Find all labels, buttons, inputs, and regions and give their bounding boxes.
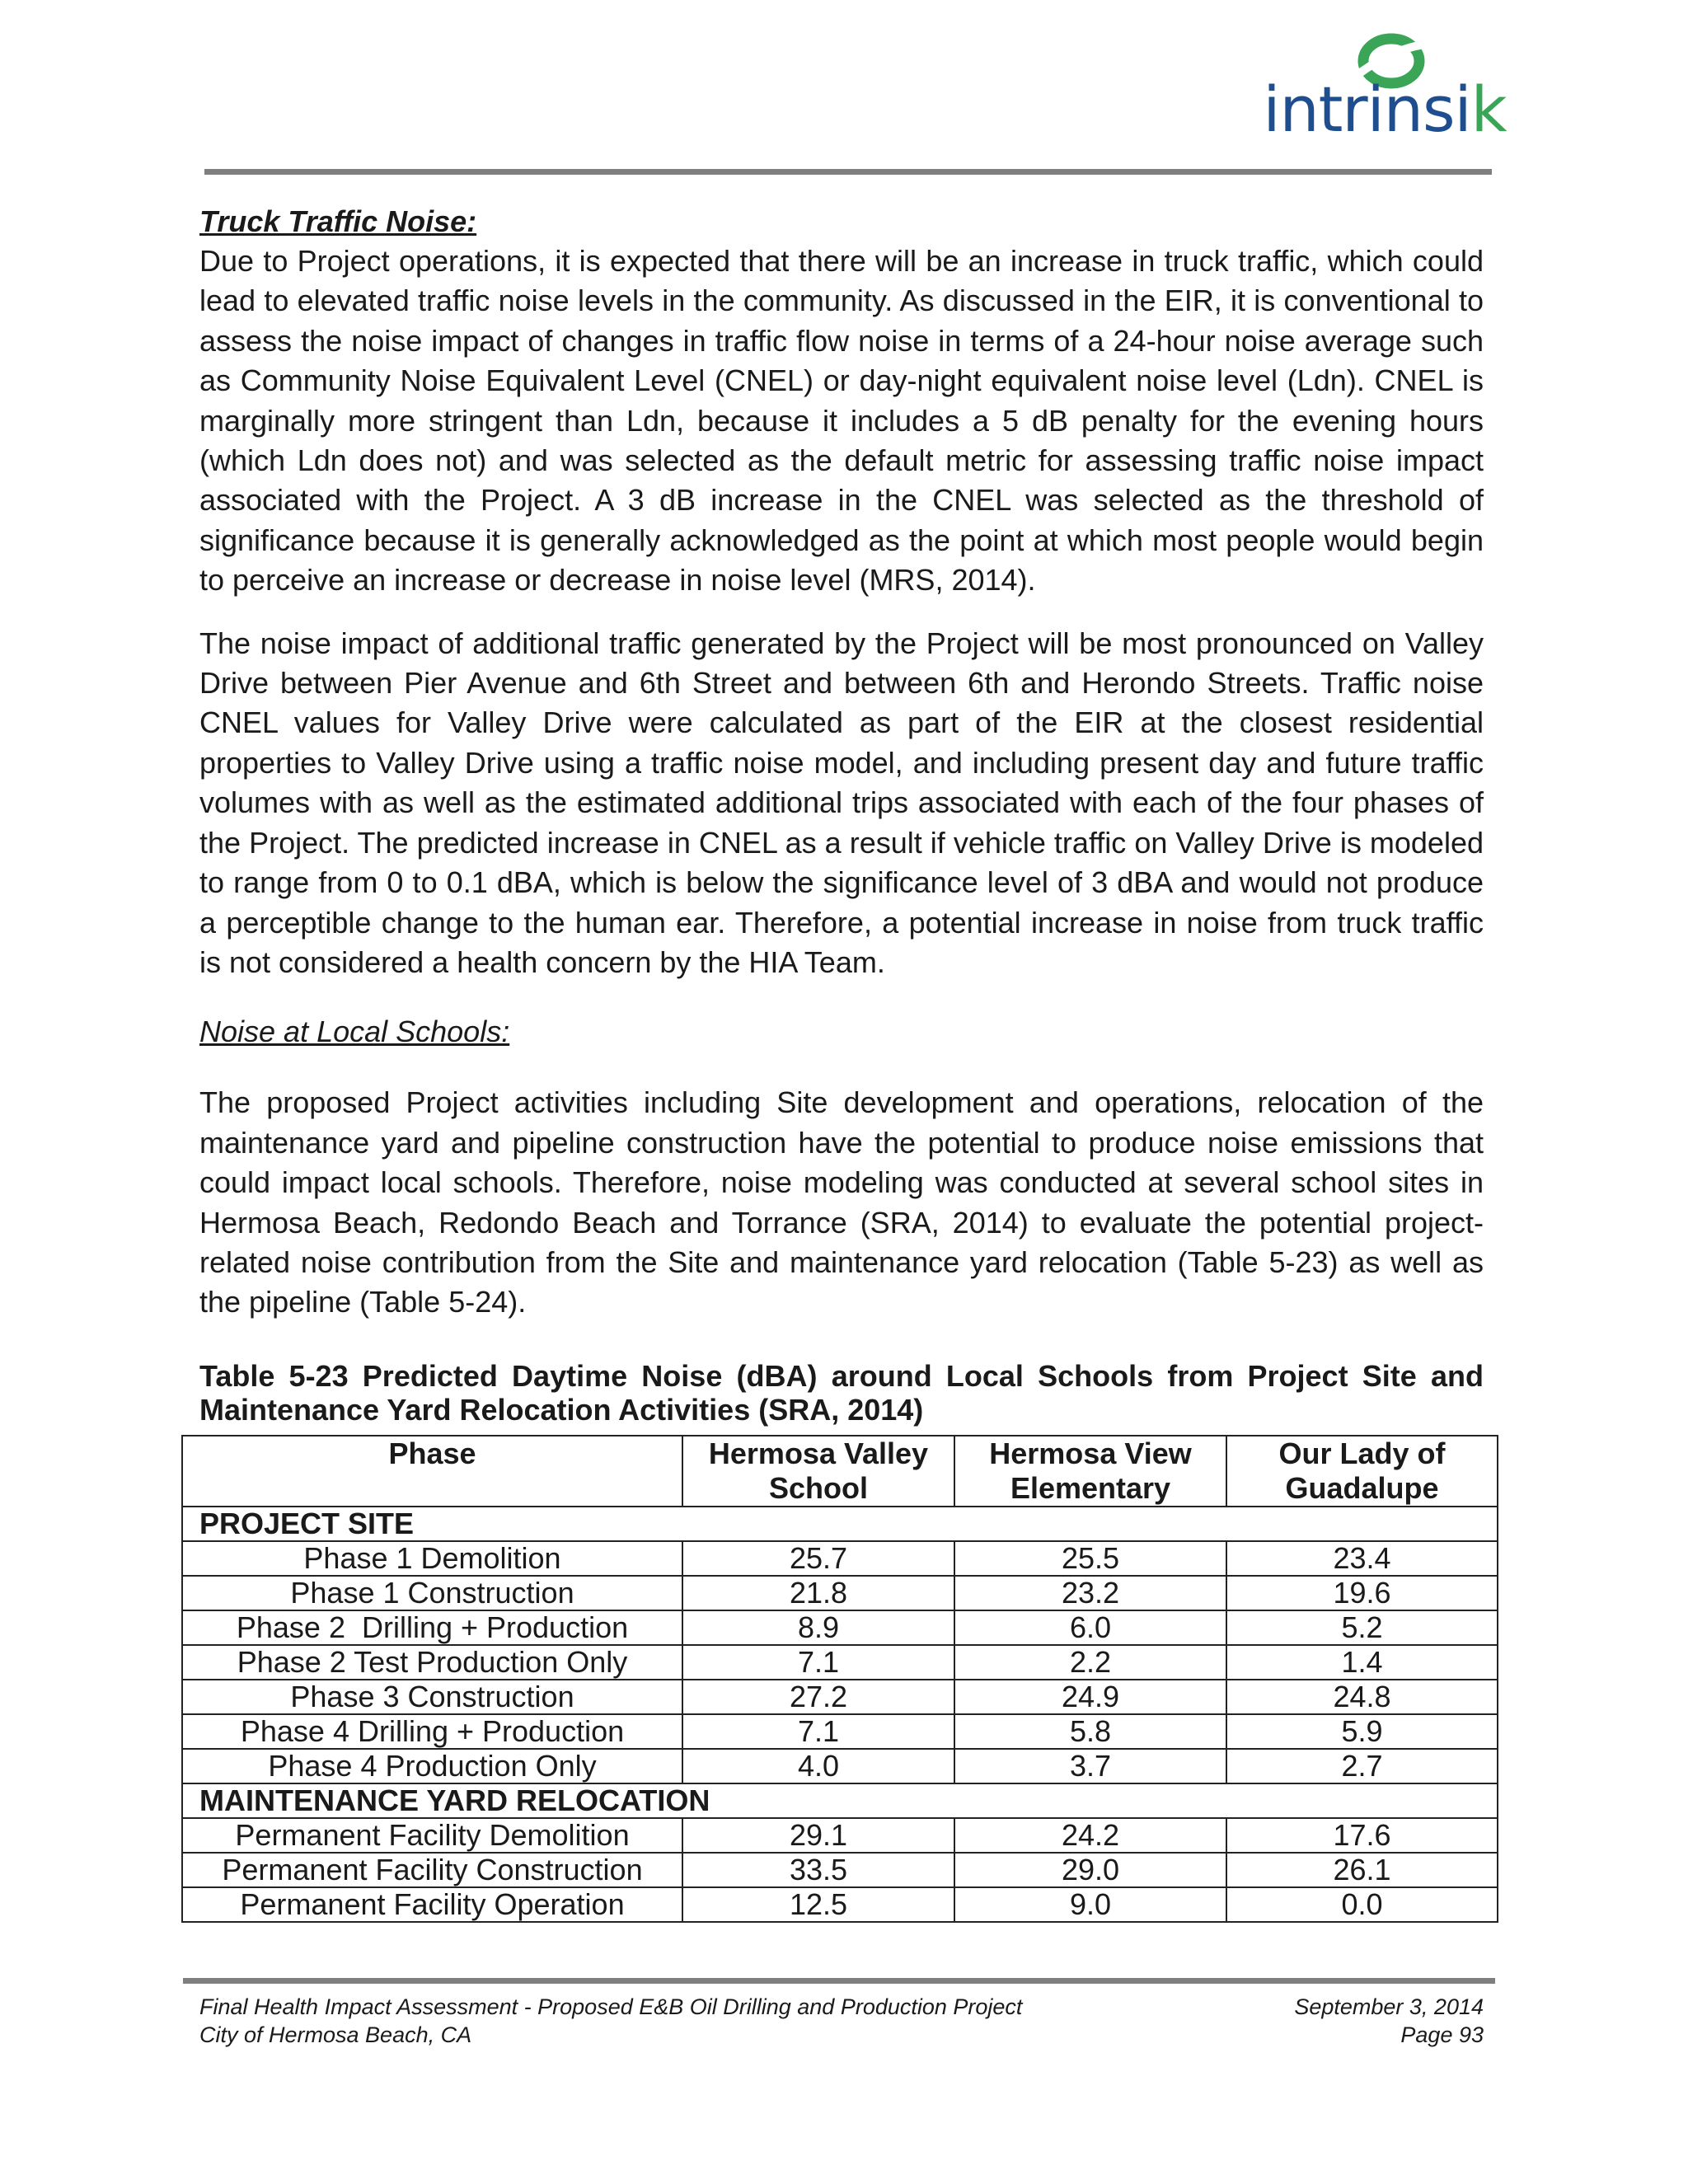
logo-text-end: k	[1470, 73, 1507, 146]
table-cell: Permanent Facility Demolition	[182, 1818, 682, 1853]
table-row	[182, 1576, 1498, 1610]
section-label: MAINTENANCE YARD RELOCATION	[182, 1783, 1498, 1818]
page-content	[199, 202, 1484, 1427]
table-cell: 24.9	[954, 1680, 1226, 1714]
table-cell: Permanent Facility Construction	[182, 1853, 682, 1887]
table-cell: Phase 1 Demolition	[182, 1541, 682, 1576]
table-cell: 19.6	[1226, 1576, 1498, 1610]
table-cell: 27.2	[682, 1680, 954, 1714]
table-row	[182, 1645, 1498, 1680]
table-cell: 2.7	[1226, 1749, 1498, 1783]
table-cell: 25.5	[954, 1541, 1226, 1576]
table-cell: 5.8	[954, 1714, 1226, 1749]
logo-text-main: intrinsi	[1263, 73, 1471, 146]
local-schools-heading: Noise at Local Schools:	[199, 1015, 510, 1049]
table-cell: 21.8	[682, 1576, 954, 1610]
column-header-hermosa-valley: Hermosa Valley School	[682, 1436, 954, 1507]
table-section-row	[182, 1783, 1498, 1818]
local-schools-paragraph: The proposed Project activities including Site development and operations, relocation of the maintenance yard and pipeline construction have the potential to produce noise emissions that could impact local schools. Therefore, noise modeling was conducted at several school sites in Hermosa Beach, Redondo Beach and Torrance (SRA, 2014) to evaluate the potential project-related noise contribution from the Site and maintenance yard relocation (Table 5-23) as well as the pipeline (Table 5-24).	[199, 1085, 1484, 1319]
table-cell: 26.1	[1226, 1853, 1498, 1887]
footer-location: City of Hermosa Beach, CA	[199, 2022, 472, 2047]
table-cell: 33.5	[682, 1853, 954, 1887]
logo-wordmark	[1261, 73, 1508, 146]
footer-document-title: Final Health Impact Assessment - Proposed E&B Oil Drilling and Production Project	[199, 1994, 1023, 2019]
table-cell: 12.5	[682, 1887, 954, 1922]
table-header-row	[182, 1436, 1498, 1507]
table-cell: 24.8	[1226, 1680, 1498, 1714]
table-row	[182, 1610, 1498, 1645]
footer-date: September 3, 2014	[1294, 1994, 1484, 2019]
footer-rule	[183, 1978, 1495, 1984]
table-cell: 17.6	[1226, 1818, 1498, 1853]
table-cell: 24.2	[954, 1818, 1226, 1853]
footer-left	[199, 1993, 1022, 2049]
table-cell: 3.7	[954, 1749, 1226, 1783]
table-cell: 7.1	[682, 1645, 954, 1680]
table-cell: 29.1	[682, 1818, 954, 1853]
table-cell: 9.0	[954, 1887, 1226, 1922]
section-label: PROJECT SITE	[182, 1507, 1498, 1541]
table-cell: 25.7	[682, 1541, 954, 1576]
table-cell: 23.2	[954, 1576, 1226, 1610]
table-cell: 29.0	[954, 1853, 1226, 1887]
truck-traffic-heading: Truck Traffic Noise:	[199, 204, 477, 238]
table-cell: 0.0	[1226, 1887, 1498, 1922]
table-row	[182, 1887, 1498, 1922]
column-header-our-lady: Our Lady of Guadalupe	[1226, 1436, 1498, 1507]
table-row	[182, 1714, 1498, 1749]
table-cell: 1.4	[1226, 1645, 1498, 1680]
table-cell: 2.2	[954, 1645, 1226, 1680]
table-cell: 5.9	[1226, 1714, 1498, 1749]
table-cell: 4.0	[682, 1749, 954, 1783]
table-row	[182, 1818, 1498, 1853]
header-rule	[204, 169, 1492, 175]
table-cell: Phase 4 Drilling + Production	[182, 1714, 682, 1749]
table-cell: 6.0	[954, 1610, 1226, 1645]
table-caption: Table 5-23 Predicted Daytime Noise (dBA) around Local Schools from Project Site and Maintenance Yard Relocation Activities (SRA, 2014)	[199, 1358, 1484, 1427]
table-cell: 23.4	[1226, 1541, 1498, 1576]
table-row	[182, 1541, 1498, 1576]
footer-right	[1154, 1993, 1484, 2049]
table-row	[182, 1680, 1498, 1714]
table-cell: 5.2	[1226, 1610, 1498, 1645]
table-cell: Phase 4 Production Only	[182, 1749, 682, 1783]
table-cell: Phase 1 Construction	[182, 1576, 682, 1610]
table-row	[182, 1853, 1498, 1887]
table-section-row	[182, 1507, 1498, 1541]
column-header-phase: Phase	[182, 1436, 682, 1507]
table-cell: 8.9	[682, 1610, 954, 1645]
table-cell: Phase 2 Drilling + Production	[182, 1610, 682, 1645]
intrinsik-logo	[1261, 31, 1508, 155]
truck-traffic-paragraph-2: The noise impact of additional traffic generated by the Project will be most pronounced on Valley Drive between Pier Avenue and 6th Street and between 6th and Herondo Streets. Traffic noise CNEL values for Valley Drive were calculated as part of the EIR at the closest residential properties to Valley Drive using a traffic noise model, and including present day and future traffic volumes with as well as the estimated additional trips associated with each of the four phases of the Project. The predicted increase in CNEL as a result if vehicle traffic on Valley Drive is modeled to range from 0 to 0.1 dBA, which is below the significance level of 3 dBA and would not produce a perceptible change to the human ear. Therefore, a potential increase in noise from truck traffic is not considered a health concern by the HIA Team.	[199, 626, 1484, 979]
column-header-hermosa-view: Hermosa View Elementary	[954, 1436, 1226, 1507]
footer-page-number: Page 93	[1400, 2022, 1484, 2047]
truck-traffic-paragraph-1: Due to Project operations, it is expected that there will be an increase in truck traffic, which could lead to elevated traffic noise levels in the community. As discussed in the EIR, it is conventional to assess the noise impact of changes in traffic flow noise in terms of a 24-hour noise average such as Community Noise Equivalent Level (CNEL) or day-night equivalent noise level (Ldn). CNEL is marginally more stringent than Ldn, because it includes a 5 dB penalty for the evening hours (which Ldn does not) and was selected as the default metric for assessing traffic noise impact associated with the Project. A 3 dB increase in the CNEL was selected as the threshold of significance because it is generally acknowledged as the point at which most people would begin to perceive an increase or decrease in noise level (MRS, 2014).	[199, 244, 1484, 598]
table-row	[182, 1749, 1498, 1783]
noise-table	[181, 1435, 1498, 1923]
table-cell: Phase 3 Construction	[182, 1680, 682, 1714]
table-cell: Permanent Facility Operation	[182, 1887, 682, 1922]
table-cell: 7.1	[682, 1714, 954, 1749]
table-cell: Phase 2 Test Production Only	[182, 1645, 682, 1680]
